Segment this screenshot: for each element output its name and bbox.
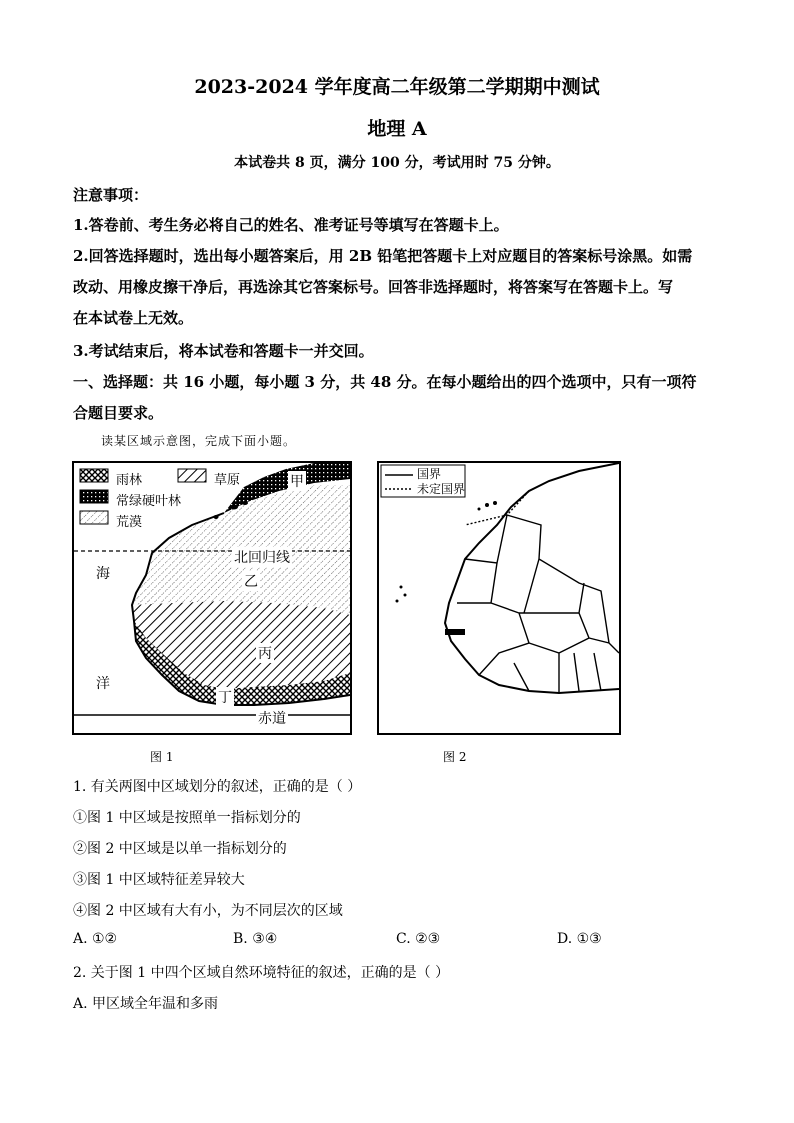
- section-heading-line-1: 一、选择题：共 16 小题，每小题 3 分，共 48 分。在每小题给出的四个选项中，只有一项符: [73, 373, 697, 391]
- exam-title: 2023-2024 学年度高二年级第二学期期中测试: [194, 76, 600, 98]
- region-label-ding: 丁: [216, 687, 234, 707]
- figure-2-map: [377, 461, 621, 735]
- island: [493, 501, 497, 505]
- figure-2-svg: [379, 463, 619, 733]
- legend-swatch-desert: [80, 511, 108, 524]
- question-intro: 读某区域示意图，完成下面小题。: [101, 434, 297, 448]
- island: [396, 600, 399, 603]
- question-1-stem: 1. 有关两图中区域划分的叙述，正确的是（ ）: [73, 779, 362, 795]
- island: [214, 515, 219, 519]
- island: [230, 505, 238, 510]
- notice-item-3: 3.考试结束后，将本试卷和答题卡一并交回。: [73, 342, 374, 360]
- question-1-statement-4: ④图 2 中区域有大有小，为不同层次的区域: [73, 903, 343, 919]
- question-1-option-d: D. ①③: [557, 931, 602, 947]
- legend-label-border: 国界: [417, 467, 442, 481]
- island: [485, 503, 489, 507]
- notice-item-2-line-3: 在本试卷上无效。: [73, 309, 194, 327]
- notice-item-1: 1.答卷前、考生务必将自己的姓名、准考证号等填写在答题卡上。: [73, 216, 509, 234]
- notice-item-2-line-1: 2.回答选择题时，选出每小题答案后，用 2B 铅笔把答题卡上对应题目的答案标号涂黑。如需: [73, 247, 693, 265]
- legend-swatch-sclerophyll: [80, 490, 108, 503]
- legend-swatch-grassland: [178, 469, 206, 482]
- highlighted-country: [445, 629, 465, 635]
- region-label-jia: 甲: [288, 471, 306, 491]
- legend-swatch-rainforest: [80, 469, 108, 482]
- equator-label: 赤道: [256, 708, 288, 728]
- question-2-option-a: A. 甲区域全年温和多雨: [73, 996, 219, 1012]
- question-1-option-a: A. ①②: [73, 931, 118, 947]
- island: [400, 586, 403, 589]
- question-1-statement-2: ②图 2 中区域是以单一指标划分的: [73, 841, 287, 857]
- notice-heading: 注意事项：: [73, 186, 149, 204]
- region-label-bing: 丙: [256, 643, 274, 663]
- island: [404, 594, 407, 597]
- question-2-stem: 2. 关于图 1 中四个区域自然环境特征的叙述，正确的是（ ）: [73, 965, 450, 981]
- sea-label: 海: [96, 566, 110, 582]
- question-1-statement-1: ①图 1 中区域是按照单一指标划分的: [73, 810, 301, 826]
- tropic-label: 北回归线: [232, 547, 292, 567]
- exam-info: 本试卷共 8 页，满分 100 分，考试用时 75 分钟。: [234, 155, 560, 171]
- undetermined-border: [465, 491, 529, 525]
- question-1-statement-3: ③图 1 中区域特征差异较大: [73, 872, 245, 888]
- figure-1-caption: 图 1: [150, 750, 174, 764]
- legend-label-rainforest: 雨林: [116, 469, 142, 488]
- question-1-option-b: B. ③④: [233, 931, 278, 947]
- island: [242, 501, 248, 505]
- exam-subject: 地理 A: [367, 118, 427, 140]
- ocean-label: 洋: [96, 676, 110, 692]
- legend-label-desert: 荒漠: [116, 511, 142, 530]
- notice-item-2-line-2: 改动、用橡皮擦干净后，再选涂其它答案标号。回答非选择题时，将答案写在答题卡上。写: [73, 278, 674, 296]
- island: [478, 508, 481, 511]
- legend-label-grassland: 草原: [214, 469, 240, 488]
- legend-label-sclerophyll: 常绿硬叶林: [116, 490, 181, 509]
- section-heading-line-2: 合题目要求。: [73, 404, 164, 422]
- legend-label-undetermined: 未定国界: [417, 482, 466, 496]
- figure-2-caption: 图 2: [443, 750, 467, 764]
- region-label-yi: 乙: [242, 571, 260, 591]
- figure-1-map: [72, 461, 352, 735]
- continent-outline: [445, 463, 619, 693]
- question-1-option-c: C. ②③: [396, 931, 441, 947]
